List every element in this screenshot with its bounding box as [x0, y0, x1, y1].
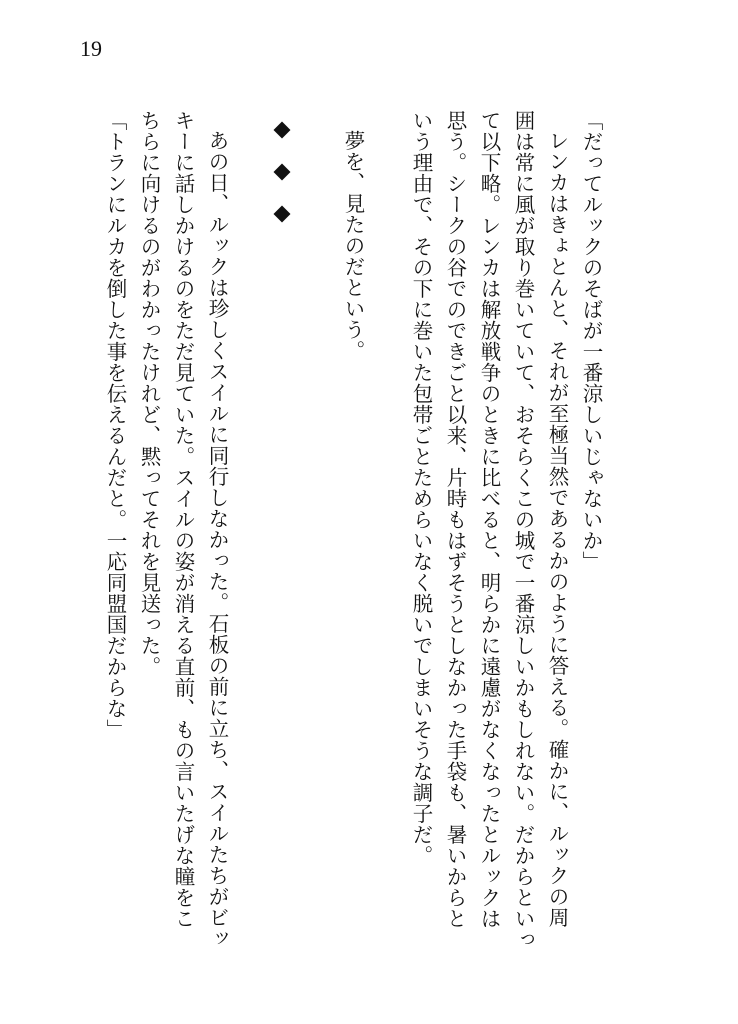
- text-column: 「トランにルカを倒した事を伝えるんだと。一応同盟国だからな」: [103, 110, 127, 740]
- text-column: いう理由で、その下に巻いた包帯ごとためらいなく脱いでしまいそうな調子だ。: [409, 110, 433, 866]
- text-column: ちらに向けるのがわかったけれど、黙ってそれを見送った。: [137, 110, 161, 677]
- text-column: レンカはきょとんと、それが至極当然であるかのように答える。確かに、ルックの周: [545, 130, 569, 928]
- text-column: 思う。シークの谷でのできごと以来、片時もはずそうとしなかった手袋も、暑いからと: [443, 110, 467, 929]
- text-column: 囲は常に風が取り巻いていて、おそらくこの城で一番涼しいかもしれない。だからといっ: [511, 110, 535, 950]
- diamond-ornament-icon: [274, 206, 291, 223]
- diamond-ornament-icon: [274, 164, 291, 181]
- diamond-ornament-icon: [274, 122, 291, 139]
- text-column: 「だってルックのそばが一番涼しいじゃないか」: [579, 110, 603, 572]
- text-column: て以下略。レンカは解放戦争のときに比べると、明らかに遠慮がなくなったとルックは: [477, 110, 501, 929]
- text-column: あの日、ルックは珍しくスイルに同行しなかった。石板の前に立ち、スイルたちがビッ: [205, 130, 229, 949]
- text-column: キーに話しかけるのをただ見ていた。スイルの姿が消える直前、もの言いたげな瞳をこ: [171, 110, 195, 929]
- text-column: 夢を、見たのだという。: [341, 130, 365, 361]
- page-number: 19: [80, 36, 102, 61]
- section-divider: [270, 118, 298, 228]
